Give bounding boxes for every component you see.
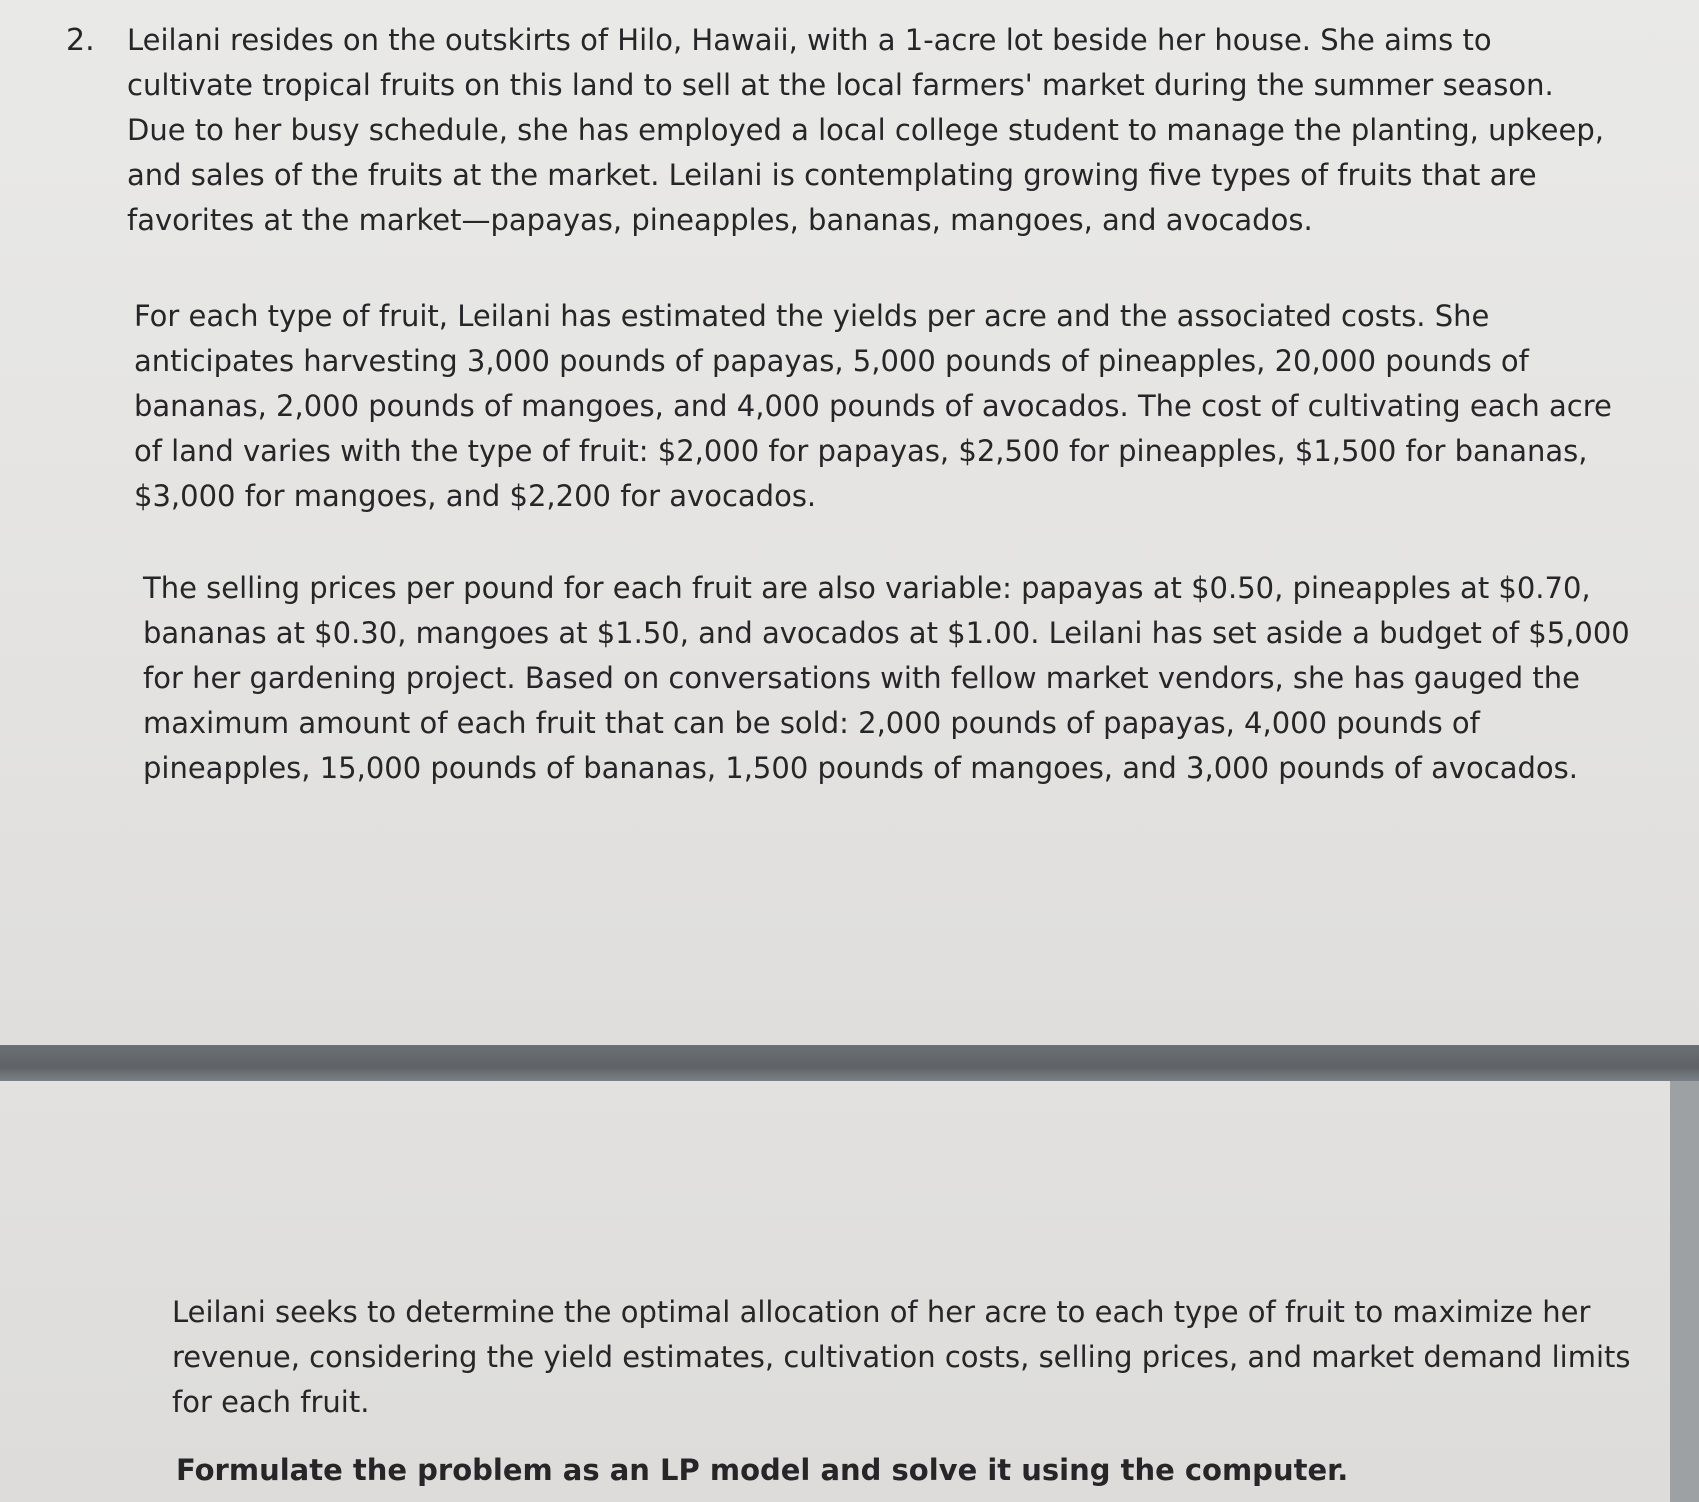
text-line: and sales of the fruits at the market. Leilani is contemplating growing five types of fruits that are [127,158,1537,192]
text-line: favorites at the market—papayas, pineapples, bananas, mangoes, and avocados. [127,203,1313,237]
text-line: The selling prices per pound for each fruit are also variable: papayas at $0.50, pineapples at $0.70, [143,571,1591,605]
problem-number: 2. [66,23,95,58]
paragraph-prices-demand [143,566,1630,791]
page-edge [1670,1081,1699,1502]
text-line: bananas, 2,000 pounds of mangoes, and 4,000 pounds of avocados. The cost of cultivating each acre [134,389,1612,423]
text-line: Leilani resides on the outskirts of Hilo, Hawaii, with a 1-acre lot beside her house. She aims to [127,23,1492,57]
instruction-text: Formulate the problem as an LP model and solve it using the computer. [176,1453,1349,1487]
text-line: Leilani seeks to determine the optimal allocation of her acre to each type of fruit to maximize her [172,1295,1591,1329]
text-line: pineapples, 15,000 pounds of bananas, 1,500 pounds of mangoes, and 3,000 pounds of avocados. [143,751,1578,785]
text-line: $3,000 for mangoes, and $2,200 for avocados. [134,479,817,513]
paragraph-objective [172,1290,1631,1425]
text-line: cultivate tropical fruits on this land to sell at the local farmers' market during the summer season. [127,68,1554,102]
page-divider-bar [0,1045,1699,1081]
text-line: For each type of fruit, Leilani has estimated the yields per acre and the associated costs. She [134,299,1490,333]
paragraph-intro [127,18,1604,243]
text-line: for her gardening project. Based on conversations with fellow market vendors, she has gauged the [143,661,1580,695]
text-line: of land varies with the type of fruit: $2,000 for papayas, $2,500 for pineapples, $1,500 for bananas, [134,434,1588,468]
text-line: bananas at $0.30, mangoes at $1.50, and avocados at $1.00. Leilani has set aside a budget of $5,000 [143,616,1630,650]
text-line: for each fruit. [172,1385,370,1419]
text-line: maximum amount of each fruit that can be sold: 2,000 pounds of papayas, 4,000 pounds of [143,706,1480,740]
text-line: revenue, considering the yield estimates, cultivation costs, selling prices, and market demand limits [172,1340,1631,1374]
text-line: anticipates harvesting 3,000 pounds of papayas, 5,000 pounds of pineapples, 20,000 pounds of [134,344,1529,378]
paragraph-yields-costs [134,294,1612,519]
text-line: Due to her busy schedule, she has employed a local college student to manage the planting, upkeep, [127,113,1604,147]
